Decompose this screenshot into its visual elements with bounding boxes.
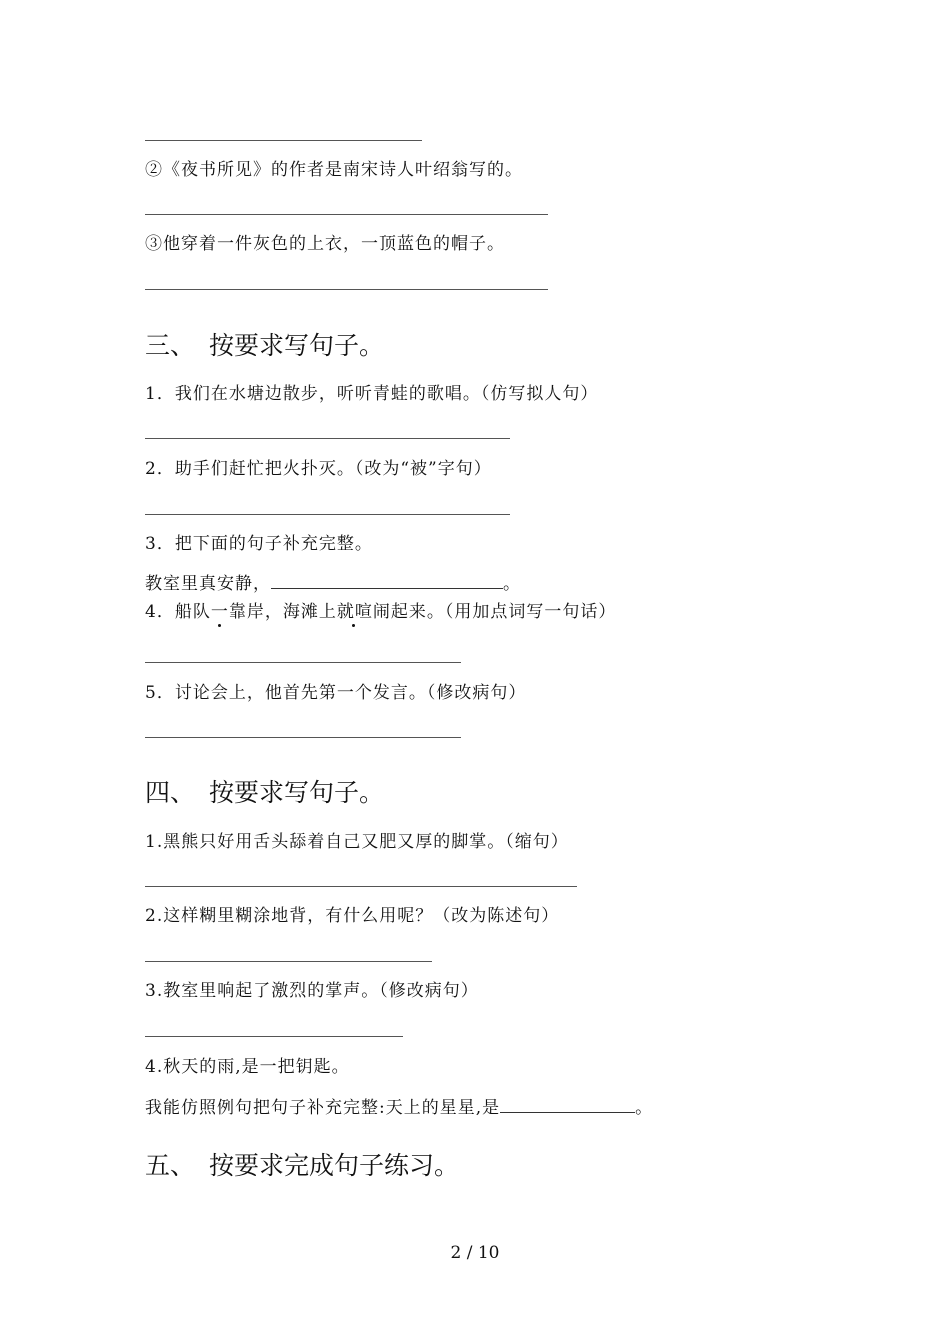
answer-line[interactable] <box>145 961 432 962</box>
answer-line[interactable] <box>145 886 577 887</box>
answer-line[interactable] <box>145 1036 403 1037</box>
section-title: 按要求完成句子练习。 <box>209 1151 460 1180</box>
question-3-2: 2．助手们赶忙把火扑灭。（改为“被”字句） <box>145 459 492 479</box>
answer-line[interactable] <box>145 214 548 215</box>
question-4-4: 4.秋天的雨,是一把钥匙。 <box>145 1057 350 1077</box>
page-number: 2 / 10 <box>450 1243 500 1263</box>
answer-line[interactable] <box>145 438 510 439</box>
question-3-3: 3．把下面的句子补充完整。 <box>145 534 373 554</box>
question-3-5: 5．讨论会上，他首先第一个发言。（修改病句） <box>145 683 527 703</box>
answer-line[interactable] <box>145 289 548 290</box>
section-number: 三、 <box>145 331 196 360</box>
emphasis-dot <box>218 624 221 627</box>
answer-line[interactable] <box>145 140 422 141</box>
question-2-item-2: ②《夜书所见》的作者是南宋诗人叶绍翁写的。 <box>145 160 523 180</box>
question-4-3: 3.教室里响起了激烈的掌声。（修改病句） <box>145 981 479 1001</box>
answer-line[interactable] <box>145 514 510 515</box>
fill-blank[interactable] <box>271 570 503 589</box>
section-4-heading <box>145 777 384 809</box>
section-number: 四、 <box>145 778 196 807</box>
answer-line[interactable] <box>145 662 461 663</box>
section-5-heading <box>145 1150 459 1182</box>
sentence-prefix: 我能仿照例句把句子补充完整:天上的星星,是 <box>145 1098 501 1118</box>
emphasis-dot <box>352 624 355 627</box>
section-title: 按要求写句子。 <box>209 331 385 360</box>
sentence-suffix: 。 <box>503 574 521 594</box>
question-4-2: 2.这样糊里糊涂地背，有什么用呢？（改为陈述句） <box>145 906 560 926</box>
section-number: 五、 <box>145 1151 196 1180</box>
sentence-suffix: 。 <box>635 1098 654 1118</box>
question-2-item-3: ③他穿着一件灰色的上衣，一顶蓝色的帽子。 <box>145 234 505 254</box>
fill-blank[interactable] <box>500 1094 635 1113</box>
section-title: 按要求写句子。 <box>209 778 385 807</box>
sentence-prefix: 教室里真安静， <box>145 574 271 594</box>
question-4-1: 1.黑熊只好用舌头舔着自己又肥又厚的脚掌。（缩句） <box>145 832 569 852</box>
fill-sentence-3-3 <box>145 570 521 595</box>
question-3-4: 4．船队一靠岸，海滩上就喧闹起来。（用加点词写一句话） <box>145 602 617 622</box>
question-3-1: 1．我们在水塘边散步，听听青蛙的歌唱。（仿写拟人句） <box>145 384 599 404</box>
section-3-heading <box>145 330 384 362</box>
answer-line[interactable] <box>145 737 461 738</box>
fill-sentence-4-4 <box>145 1094 653 1119</box>
